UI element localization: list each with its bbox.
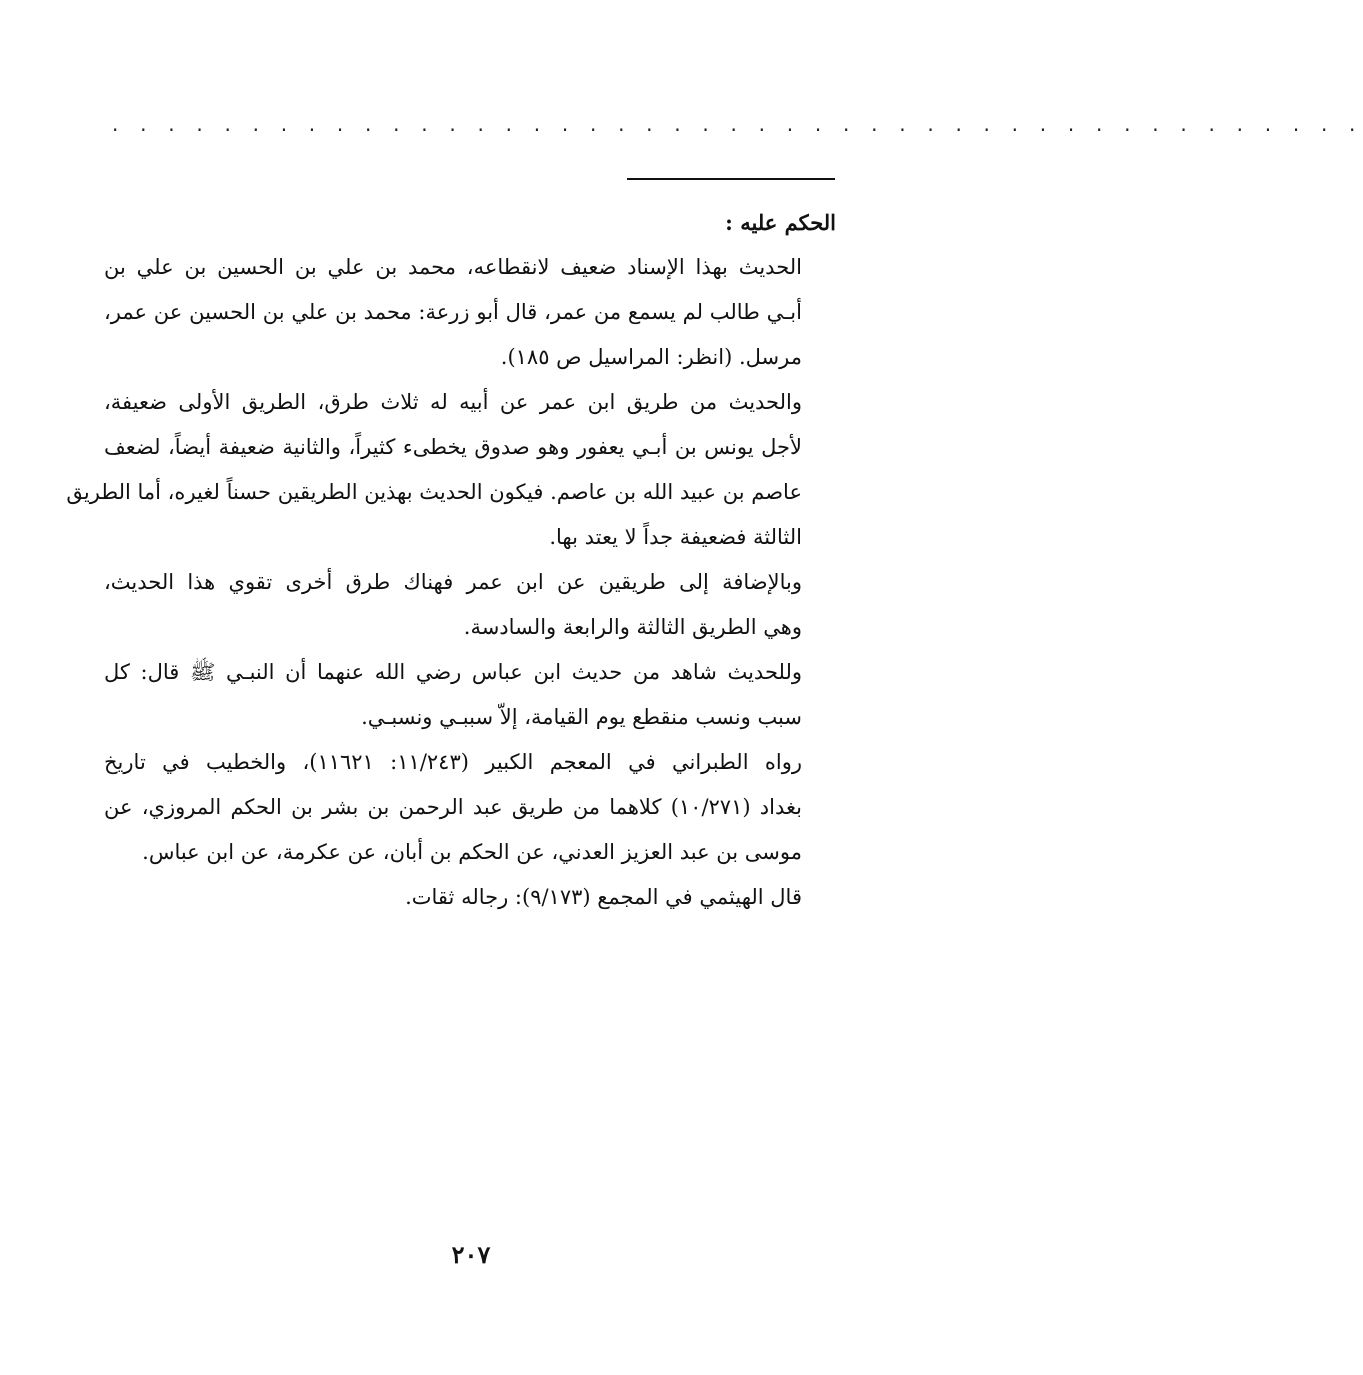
text-line: وهي الطريق الثالثة والرابعة والسادسة.	[463, 615, 802, 639]
dotted-separator: . . . . . . . . . . . . . . . . . . . . . . . . . . . . . . . . . . . . . . . . . . . . .	[112, 112, 1363, 136]
text-line: قال الهيثمي في المجمع (٩/١٧٣): رجاله ثقات.	[405, 885, 802, 909]
text-line: أبـي طالب لم يسمع من عمر، قال أبو زرعة: محمد بن علي بن الحسين عن عمر،	[104, 300, 802, 324]
paragraph-1	[104, 245, 836, 380]
text-line: الحديث بهذا الإسناد ضعيف لانقطاعه، محمد بن علي بن الحسين بن علي بن	[104, 255, 802, 279]
page-number: ٢٠٧	[451, 1240, 491, 1269]
page-body	[66, 200, 836, 920]
text-line: بغداد (١٠/٢٧١) كلاهما من طريق عبد الرحمن بن بشر بن الحكم المروزي، عن	[104, 795, 802, 819]
text-line: لأجل يونس بن أبـي يعفور وهو صدوق يخطىء كثيراً، والثانية ضعيفة أيضاً، لضعف	[104, 435, 802, 459]
text-line: الثالثة فضعيفة جداً لا يعتد بها.	[549, 525, 802, 549]
text-line: وللحديث شاهد من حديث ابن عباس رضي الله عنهما أن النبـي ﷺ قال: كل	[104, 660, 802, 684]
paragraph-3	[104, 560, 836, 650]
paragraph-4	[104, 650, 836, 740]
footnote-rule	[627, 178, 835, 180]
text-line: موسى بن عبد العزيز العدني، عن الحكم بن أبان، عن عكرمة، عن ابن عباس.	[142, 840, 802, 864]
text-line: سبب ونسب منقطع يوم القيامة، إلاّ سببـي ونسبـي.	[361, 705, 802, 729]
paragraph-6	[104, 875, 836, 920]
text-line: مرسل. (انظر: المراسيل ص ١٨٥).	[500, 345, 802, 369]
text-line: عاصم بن عبيد الله بن عاصم. فيكون الحديث بهذين الطريقين حسناً لغيره، أما الطريق	[66, 480, 802, 504]
section-heading: الحكم عليه :	[725, 210, 836, 235]
paragraph-2	[66, 380, 836, 560]
paragraph-5	[104, 740, 836, 875]
text-line: وبالإضافة إلى طريقين عن ابن عمر فهناك طرق أخرى تقوي هذا الحديث،	[104, 570, 802, 594]
text-line: والحديث من طريق ابن عمر عن أبيه له ثلاث طرق، الطريق الأولى ضعيفة،	[104, 390, 802, 414]
text-line: رواه الطبراني في المعجم الكبير (١١/٢٤٣: ١١٦٢١)، والخطيب في تاريخ	[104, 750, 802, 774]
